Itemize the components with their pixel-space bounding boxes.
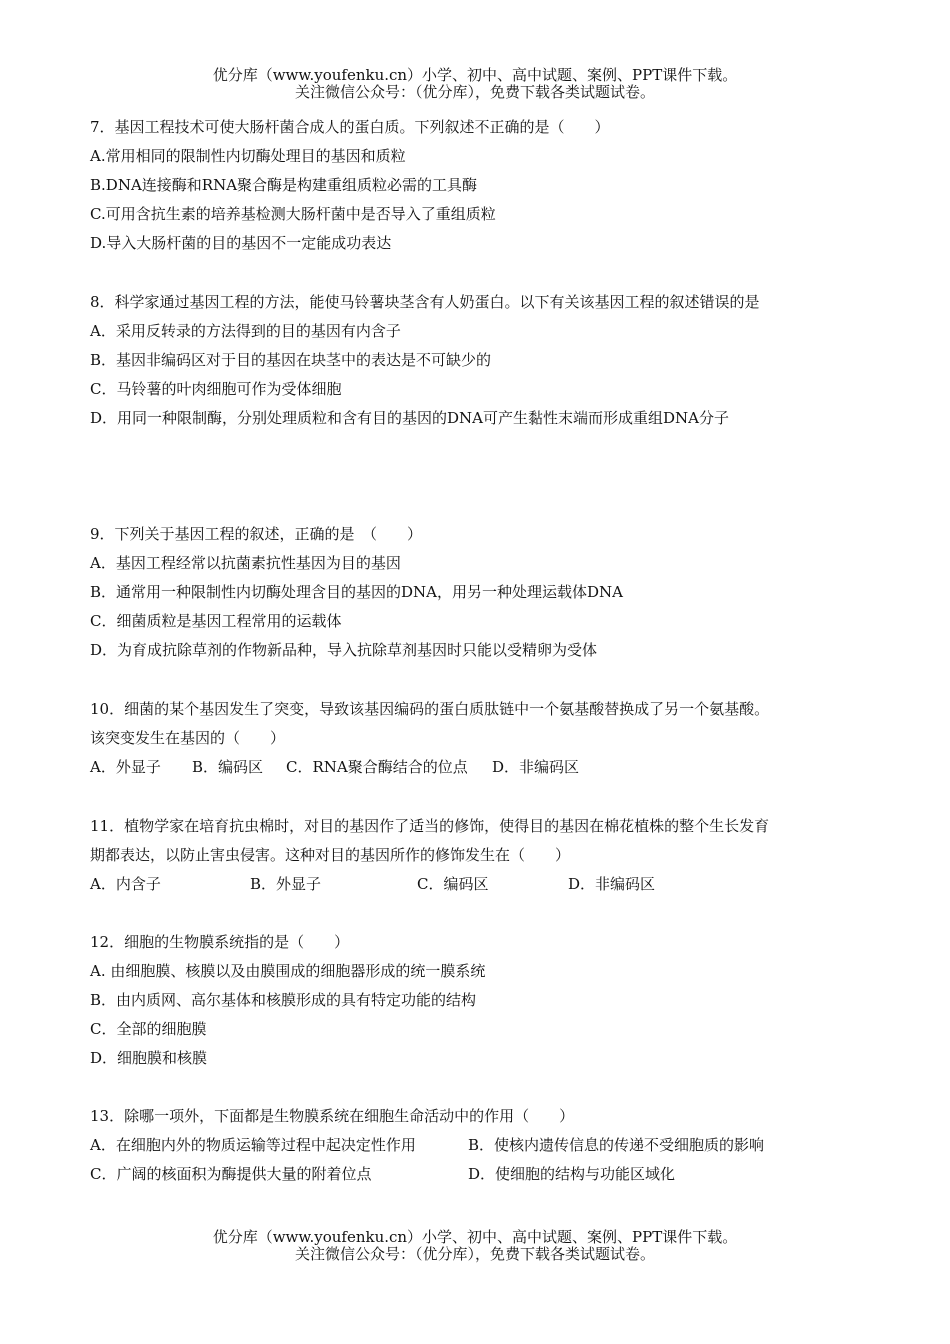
question-stem: 10．细菌的某个基因发生了突变，导致该基因编码的蛋白质肽链中一个氨基酸替换成了另一个氨基酸。 — [90, 700, 770, 718]
option-d: D．非编码区 — [568, 875, 656, 893]
options-row-2 — [90, 1160, 870, 1189]
question-stem-continued: 该突变发生在基因的（ ） — [90, 729, 286, 747]
option-a: A．内含子 — [90, 875, 161, 893]
question-8 — [90, 288, 870, 433]
question-12 — [90, 928, 870, 1073]
footer-line-1: 优分库（www.youfenku.cn）小学、初中、高中试题、案例、PPT课件下载。 — [212, 1228, 738, 1246]
question-9 — [90, 520, 870, 665]
option-a: A．外显子 — [90, 758, 161, 776]
option-a: A.常用相同的限制性内切酶处理目的基因和质粒 — [90, 147, 406, 165]
question-stem: 9．下列关于基因工程的叙述，正确的是 （ ） — [90, 525, 423, 543]
option-d: D．非编码区 — [492, 758, 580, 776]
option-a: A．在细胞内外的物质运输等过程中起决定性作用 — [90, 1136, 416, 1154]
question-stem: 8．科学家通过基因工程的方法，能使马铃薯块茎含有人奶蛋白。以下有关该基因工程的叙述错误的是 — [90, 293, 760, 311]
option-c: C．全部的细胞膜 — [90, 1020, 207, 1038]
option-c: C.可用含抗生素的培养基检测大肠杆菌中是否导入了重组质粒 — [90, 205, 496, 223]
question-11 — [90, 812, 870, 899]
options-row — [90, 753, 870, 782]
question-stem: 7．基因工程技术可使大肠杆菌合成人的蛋白质。下列叙述不正确的是（ ） — [90, 118, 610, 136]
option-d: D．使细胞的结构与功能区域化 — [468, 1165, 676, 1183]
option-c: C．马铃薯的叶肉细胞可作为受体细胞 — [90, 380, 342, 398]
page-header — [0, 67, 950, 101]
option-a: A．基因工程经常以抗菌素抗性基因为目的基因 — [90, 554, 401, 572]
option-d: D．用同一种限制酶，分别处理质粒和含有目的基因的DNA可产生黏性末端而形成重组DNA分子 — [90, 409, 729, 427]
option-b: B.DNA连接酶和RNA聚合酶是构建重组质粒必需的工具酶 — [90, 176, 478, 194]
option-b: B．通常用一种限制性内切酶处理含目的基因的DNA，用另一种处理运载体DNA — [90, 583, 623, 601]
question-stem-continued: 期都表达，以防止害虫侵害。这种对目的基因所作的修饰发生在（ ） — [90, 846, 571, 864]
question-stem: 12．细胞的生物膜系统指的是（ ） — [90, 933, 350, 951]
question-stem: 13．除哪一项外，下面都是生物膜系统在细胞生命活动中的作用（ ） — [90, 1107, 575, 1125]
option-b: B．基因非编码区对于目的基因在块茎中的表达是不可缺少的 — [90, 351, 492, 369]
header-line-2: 关注微信公众号：（优分库），免费下载各类试题试卷。 — [294, 83, 655, 101]
question-13 — [90, 1102, 870, 1189]
header-line-1: 优分库（www.youfenku.cn）小学、初中、高中试题、案例、PPT课件下载。 — [212, 66, 738, 84]
option-a: A．采用反转录的方法得到的目的基因有内含子 — [90, 322, 401, 340]
question-7 — [90, 113, 870, 258]
option-b: B．编码区 — [192, 758, 264, 776]
option-b: B．使核内遗传信息的传递不受细胞质的影响 — [468, 1136, 765, 1154]
option-c: C．细菌质粒是基因工程常用的运载体 — [90, 612, 342, 630]
options-row-1 — [90, 1131, 870, 1160]
option-d: D．细胞膜和核膜 — [90, 1049, 208, 1067]
option-d: D．为育成抗除草剂的作物新品种，导入抗除草剂基因时只能以受精卵为受体 — [90, 641, 598, 659]
option-c: C．RNA聚合酶结合的位点 — [286, 758, 468, 776]
option-b: B．由内质网、高尔基体和核膜形成的具有特定功能的结构 — [90, 991, 477, 1009]
option-c: C．编码区 — [417, 875, 489, 893]
options-row — [90, 870, 870, 899]
page-footer — [0, 1229, 950, 1263]
option-c: C．广阔的核面积为酶提供大量的附着位点 — [90, 1165, 372, 1183]
option-a: A. 由细胞膜、核膜以及由膜围成的细胞器形成的统一膜系统 — [90, 962, 486, 980]
question-stem: 11．植物学家在培育抗虫棉时，对目的基因作了适当的修饰，使得目的基因在棉花植株的整个生长发育 — [90, 817, 770, 835]
option-d: D.导入大肠杆菌的目的基因不一定能成功表达 — [90, 234, 392, 252]
question-10 — [90, 695, 870, 782]
footer-line-2: 关注微信公众号：（优分库），免费下载各类试题试卷。 — [294, 1245, 655, 1263]
option-b: B．外显子 — [250, 875, 322, 893]
